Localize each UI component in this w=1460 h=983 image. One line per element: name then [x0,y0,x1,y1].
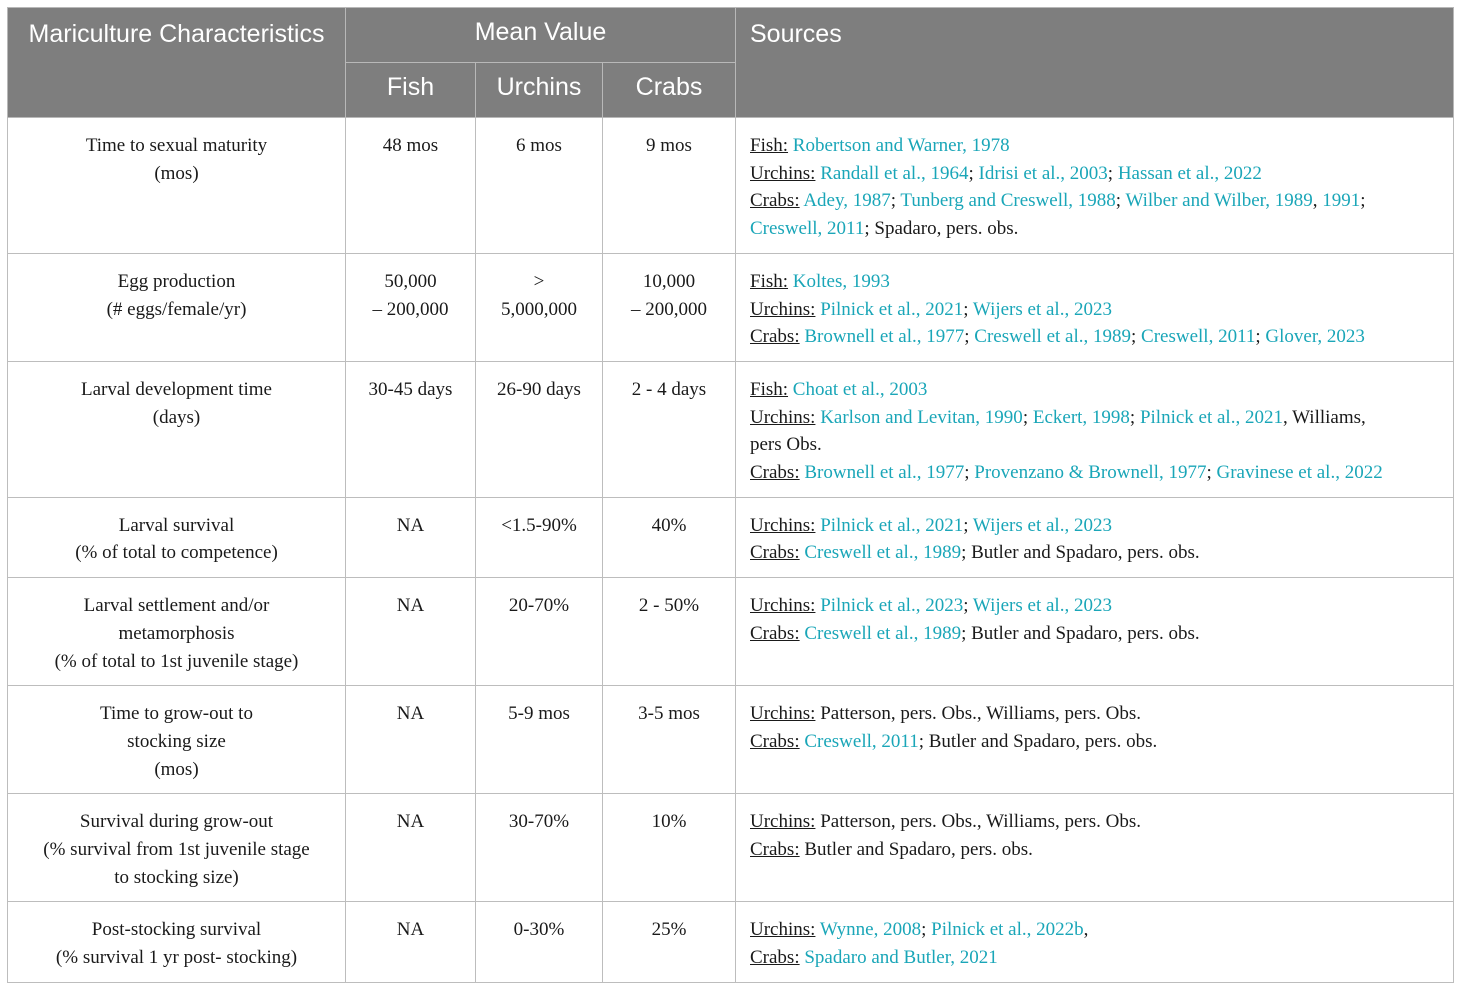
table-row [8,902,1454,982]
crabs-value-cell [603,118,736,254]
source-text: ; [964,462,975,484]
table-row [8,361,1454,497]
characteristic-line: Larval settlement and/or [83,595,270,617]
source-line [750,916,1443,944]
source-text: pers Obs. [750,434,822,456]
citation-link[interactable]: Idrisi et al., 2003 [978,162,1108,184]
mariculture-table [7,7,1454,983]
taxon-label: Crabs: [750,326,800,348]
sources-cell [736,361,1454,497]
characteristic-cell [8,361,346,497]
taxon-label: Fish: [750,270,789,292]
urchins-value: 5-9 mos [508,703,570,725]
source-line [750,323,1443,351]
source-line [750,512,1443,540]
characteristic-line: (% of total to competence) [75,542,278,564]
taxon-label: Crabs: [750,622,800,644]
crabs-value: 2 - 4 days [631,378,707,400]
source-line [750,296,1443,324]
characteristic-cell [8,118,346,254]
source-text: ; Butler and Spadaro, pers. obs. [961,542,1200,564]
crabs-value-cell [603,253,736,361]
table-row [8,497,1454,577]
citation-link[interactable]: Wilber and Wilber, 1989 [1125,190,1313,212]
crabs-value-cell [603,497,736,577]
citation-link[interactable]: Pilnick et al., 2021 [820,514,964,536]
fish-value: – 200,000 [372,298,449,320]
taxon-label: Urchins: [750,298,816,320]
citation-link[interactable]: Brownell et al., 1977 [804,462,965,484]
fish-value: 50,000 [384,270,437,292]
taxon-label: Crabs: [750,542,800,564]
crabs-value: 40% [651,514,687,536]
taxon-label: Urchins: [750,595,816,617]
table-row [8,578,1454,686]
taxon-label: Crabs: [750,462,800,484]
crabs-value: – 200,000 [631,298,707,320]
source-text: Butler and Spadaro, pers. obs. [804,839,1033,861]
source-text: ; [921,919,932,941]
citation-link[interactable]: Creswell, 2011 [750,218,865,240]
characteristic-line: (# eggs/female/yr) [106,298,247,320]
urchins-value: 20-70% [508,595,570,617]
source-text: ; [963,298,973,320]
source-text: ; [963,595,973,617]
citation-link[interactable]: Pilnick et al., 2021 [1139,406,1283,428]
header-fish: Fish [346,63,476,118]
taxon-label: Urchins: [750,703,816,725]
citation-link[interactable]: Provenzano & Brownell, 1977 [974,462,1207,484]
characteristic-line: stocking size [127,730,226,752]
characteristic-line: metamorphosis [118,622,235,644]
source-text: ; [963,514,973,536]
source-line [750,160,1443,188]
taxon-label: Crabs: [750,839,800,861]
characteristic-line: Larval survival [118,514,235,536]
taxon-label: Urchins: [750,514,816,536]
sources-cell [736,686,1454,794]
table-body [8,118,1454,983]
source-line [750,268,1443,296]
fish-value: 30-45 days [368,378,453,400]
characteristic-line: (% survival from 1st juvenile stage [43,839,310,861]
characteristic-cell [8,794,346,902]
fish-value-cell [346,686,476,794]
citation-link[interactable]: Wijers et al., 2023 [972,514,1112,536]
characteristic-cell [8,686,346,794]
citation-link[interactable]: Brownell et al., 1977 [804,326,965,348]
source-text: ; [1129,406,1140,428]
source-line [750,132,1443,160]
header-urchins: Urchins [476,63,603,118]
citation-link[interactable]: Creswell et al., 1989 [974,326,1131,348]
citation-link[interactable]: Glover, 2023 [1265,326,1365,348]
citation-link[interactable]: Spadaro and Butler, 2021 [804,947,998,969]
characteristic-line: Time to sexual maturity [85,135,268,156]
urchins-value-cell [476,361,603,497]
sources-cell [736,794,1454,902]
crabs-value-cell [603,902,736,982]
urchins-value: <1.5-90% [501,514,577,536]
characteristic-line: (days) [152,406,201,428]
table-row [8,794,1454,902]
source-line [750,187,1443,215]
crabs-value: 25% [651,919,687,941]
sources-cell [736,118,1454,254]
source-text: ; [1115,190,1126,212]
characteristic-line: Post-stocking survival [91,919,262,941]
fish-value-cell [346,578,476,686]
source-text: ; [1255,326,1266,348]
source-text: ; [1206,462,1217,484]
fish-value: 48 mos [382,135,439,156]
source-text: ; [964,326,975,348]
taxon-label: Urchins: [750,811,816,833]
taxon-label: Crabs: [750,730,800,752]
citation-link[interactable]: Eckert, 1998 [1032,406,1130,428]
sources-cell [736,497,1454,577]
taxon-label: Crabs: [750,947,800,969]
citation-link[interactable]: Hassan et al., 2022 [1117,162,1262,184]
table-row [8,686,1454,794]
source-line [750,728,1443,756]
citation-link[interactable]: Wynne, 2008 [819,919,922,941]
urchins-value: 30-70% [508,811,570,833]
citation-link[interactable]: Robertson and Warner, 1978 [792,135,1010,156]
characteristic-cell [8,578,346,686]
source-text: Patterson, pers. Obs., Williams, pers. Obs. [820,811,1141,833]
source-line [750,944,1443,972]
citation-link[interactable]: 1991 [1322,190,1361,212]
source-line [750,700,1443,728]
source-text: ; [1360,190,1366,212]
citation-link[interactable]: Adey, 1987 [803,190,891,212]
urchins-value-cell [476,686,603,794]
fish-value: NA [396,919,425,941]
source-line [750,539,1443,567]
citation-link[interactable]: Creswell et al., 1989 [804,622,962,644]
source-text: , [1083,919,1089,941]
crabs-value-cell [603,794,736,902]
source-text: ; [890,190,901,212]
crabs-value: 3-5 mos [638,703,700,725]
citation-link[interactable]: Randall et al., 1964 [820,162,969,184]
citation-link[interactable]: Pilnick et al., 2021 [820,298,964,320]
citation-link[interactable]: Gravinese et al., 2022 [1216,462,1383,484]
source-line [750,836,1443,864]
urchins-value: 0-30% [513,919,565,941]
fish-value: NA [396,703,425,725]
characteristic-cell [8,497,346,577]
citation-link[interactable]: Wijers et al., 2023 [972,298,1112,320]
taxon-label: Urchins: [750,162,816,184]
urchins-value-cell [476,253,603,361]
urchins-value: 5,000,000 [501,298,577,320]
fish-value-cell [346,794,476,902]
taxon-label: Fish: [750,135,789,156]
source-text: Patterson, pers. Obs., Williams, pers. Obs. [820,703,1141,725]
source-text: , [1312,190,1323,212]
source-line [750,459,1443,487]
urchins-value-cell [476,902,603,982]
urchins-value-cell [476,118,603,254]
characteristic-line: (% of total to 1st juvenile stage) [54,650,299,672]
citation-link[interactable]: Karlson and Levitan, 1990 [820,406,1023,428]
crabs-value: 2 - 50% [638,595,700,617]
fish-value-cell [346,118,476,254]
characteristic-line: Survival during grow-out [79,811,274,833]
citation-link[interactable]: Pilnick et al., 2023 [820,595,964,617]
taxon-label: Urchins: [750,919,816,941]
source-text: ; [1131,326,1142,348]
urchins-value-cell [476,578,603,686]
source-text: ; [968,162,979,184]
urchins-value: 26-90 days [497,378,581,400]
table-header [8,8,1454,118]
source-text: ; Spadaro, pers. obs. [864,218,1019,240]
source-line [750,620,1443,648]
fish-value-cell [346,497,476,577]
source-text: , Williams, [1282,406,1366,428]
crabs-value: 10,000 [642,270,696,292]
characteristic-line: (mos) [154,162,199,184]
source-line [750,376,1443,404]
urchins-value-cell [476,794,603,902]
source-text: ; Butler and Spadaro, pers. obs. [918,730,1158,752]
source-text: ; [1107,162,1118,184]
crabs-value-cell [603,686,736,794]
crabs-value-cell [603,578,736,686]
table-row [8,118,1454,254]
header-crabs: Crabs [603,63,736,118]
source-text: ; [1022,406,1033,428]
citation-link[interactable]: Creswell et al., 1989 [804,542,962,564]
crabs-value-cell [603,361,736,497]
characteristic-line: Egg production [117,270,236,292]
taxon-label: Fish: [750,378,789,400]
sources-cell [736,902,1454,982]
source-line [750,808,1443,836]
characteristic-line: (% survival 1 yr post- stocking) [55,947,298,969]
table-row [8,253,1454,361]
citation-link[interactable]: Wijers et al., 2023 [972,595,1112,617]
citation-link[interactable]: Pilnick et al., 2022b [931,919,1084,941]
fish-value-cell [346,361,476,497]
urchins-value: 6 mos [516,135,562,156]
citation-link[interactable]: Creswell, 2011 [804,730,919,752]
sources-cell [736,578,1454,686]
characteristic-line: (mos) [154,758,199,780]
citation-link[interactable]: Creswell, 2011 [1141,326,1256,348]
source-text: ; Butler and Spadaro, pers. obs. [961,622,1200,644]
fish-value-cell [346,253,476,361]
characteristic-line: Time to grow-out to [100,703,253,725]
citation-link[interactable]: Choat et al., 2003 [792,378,928,400]
taxon-label: Crabs: [750,190,800,212]
crabs-value: 9 mos [646,135,692,156]
characteristic-cell [8,253,346,361]
characteristic-line: to stocking size) [114,866,239,888]
fish-value: NA [396,811,425,833]
source-line [750,431,1443,459]
citation-link[interactable]: Tunberg and Creswell, 1988 [900,190,1116,212]
characteristic-line: Larval development time [81,378,272,400]
source-line [750,592,1443,620]
crabs-value: 10% [651,811,687,833]
urchins-value-cell [476,497,603,577]
citation-link[interactable]: Koltes, 1993 [792,270,890,292]
fish-value: NA [396,514,425,536]
header-sources: Sources [736,8,1454,118]
sources-cell [736,253,1454,361]
fish-value-cell [346,902,476,982]
header-characteristics: Mariculture Characteristics [8,8,346,118]
taxon-label: Urchins: [750,406,816,428]
header-mean-value: Mean Value [346,8,736,63]
fish-value: NA [396,595,425,617]
source-line [750,215,1443,243]
source-line [750,404,1443,432]
urchins-value: > [533,270,545,292]
characteristic-cell [8,902,346,982]
